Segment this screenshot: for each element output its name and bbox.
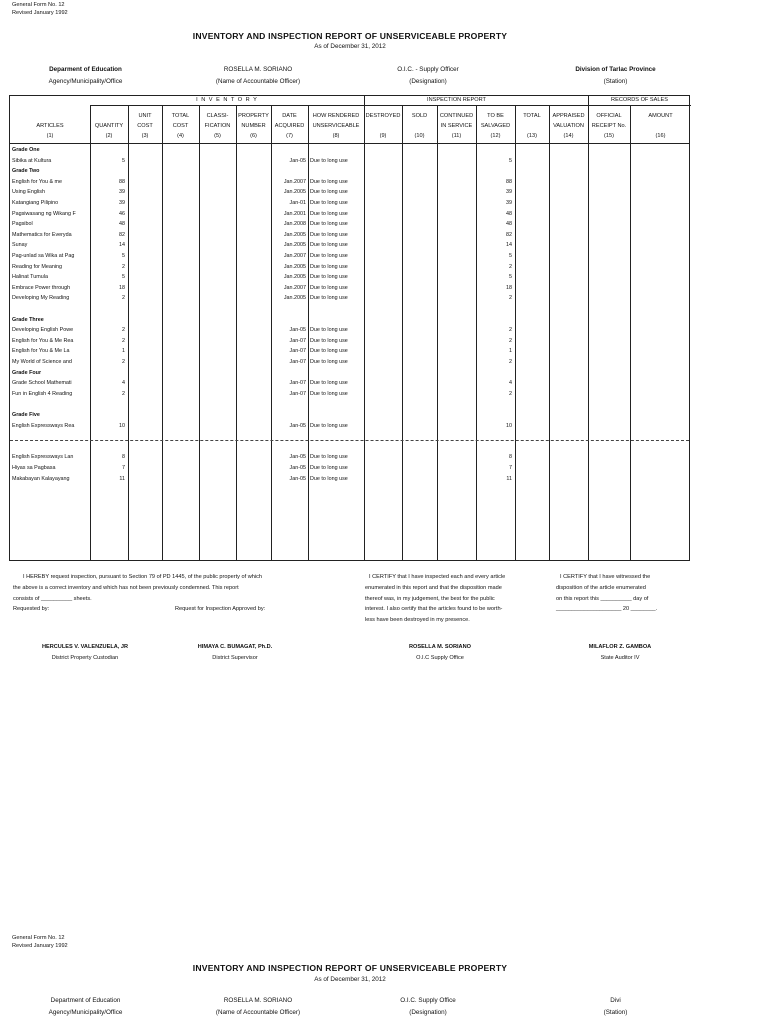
date-acquired-cell: Jan-05 <box>289 422 306 429</box>
table-row <box>10 378 689 389</box>
table-row <box>10 357 689 368</box>
approved-by-label: Request for Inspection Approved by: <box>175 606 266 613</box>
column-header-line1: TOTAL <box>523 113 541 119</box>
column-header-line1: TOTAL <box>171 113 190 119</box>
article-cell: Pag-unlad sa Wika at Pag <box>12 253 75 259</box>
page1-header-label: Agency/Municipality/Office <box>48 78 123 85</box>
inspection-group-header: INSPECTION REPORT <box>427 97 486 103</box>
date-acquired-cell: Jan.2005 <box>283 189 306 196</box>
quantity-cell: 2 <box>122 263 125 270</box>
date-acquired-cell: Jan-05 <box>289 465 306 471</box>
page1-header-value: Division of Tarlac Province <box>575 66 656 73</box>
witness-certification: I CERTIFY that I have witnessed the disposition of the article enumerated on this report this __________ day of _____________________ 20 ________. <box>556 574 658 613</box>
column-number: (3) <box>141 133 149 139</box>
column-header-line1: CLASSI- <box>206 113 229 119</box>
inventory-table <box>9 95 690 561</box>
inventory-group-header: I N V E N T O R Y <box>196 97 258 103</box>
date-acquired-cell: Jan-05 <box>289 454 306 461</box>
table-row <box>10 399 689 410</box>
date-acquired-cell: Jan.2007 <box>283 284 306 291</box>
quantity-cell: 8 <box>122 454 125 461</box>
table-row <box>10 283 689 294</box>
date-acquired-cell: Jan-05 <box>289 327 306 334</box>
article-cell: Makabayan Kalayayang <box>12 475 70 482</box>
date-acquired-cell: Jan-07 <box>289 337 306 344</box>
date-acquired-cell: Jan-07 <box>289 390 306 397</box>
page1-header-label: (Name of Accountable Officer) <box>215 78 301 85</box>
date-acquired-cell: Jan-07 <box>289 359 306 365</box>
page2-form-number: General Form No. 12 <box>12 935 65 941</box>
article-cell: Developing My Reading <box>12 295 70 302</box>
article-cell: Halinat Tumula <box>12 274 48 281</box>
column-header-line2: QUANTITY <box>94 123 124 129</box>
page1-header-value: ROSELLA M. SORIANO <box>223 66 293 73</box>
table-row <box>10 262 689 273</box>
column-header-line1: HOW RENDERED <box>312 113 360 119</box>
article-cell: Fun in English 4 Reading <box>12 390 73 397</box>
quantity-cell: 2 <box>122 390 125 397</box>
page2-header-value: Divi <box>610 997 621 1004</box>
date-acquired-cell: Jan.2005 <box>283 231 306 238</box>
page1-header-value: Deparment of Education <box>49 66 122 73</box>
how-rendered-cell: Due to long use <box>310 380 348 387</box>
table-row <box>10 389 689 400</box>
page1-header-label: (Station) <box>603 78 628 85</box>
request-certification: I HEREBY request inspection, pursuant to Section 79 of PD 1445, of the public property of which the above is a correct inventory and which has not been previously condemned. This report consists of __________ sheets. Requested by: Request for Inspection Approved by: <box>13 572 343 615</box>
table-row <box>10 293 689 304</box>
salvaged-cell: 1 <box>509 348 512 355</box>
table-row <box>10 251 689 262</box>
how-rendered-cell: Due to long use <box>310 210 348 217</box>
column-number: (1) <box>46 133 54 139</box>
table-row <box>10 209 689 220</box>
article-cell: Grade Three <box>12 316 44 323</box>
table-row <box>10 442 689 453</box>
how-rendered-cell: Due to long use <box>310 327 348 334</box>
article-cell: Grade Four <box>12 369 42 376</box>
quantity-cell: 14 <box>119 242 125 249</box>
table-row <box>10 156 689 167</box>
date-acquired-cell: Jan-05 <box>289 157 306 164</box>
column-number: (9) <box>379 133 387 139</box>
table-row <box>10 452 689 463</box>
column-header-line2: ACQUIRED <box>274 123 305 129</box>
page2-header-value: Department of Education <box>50 997 121 1004</box>
quantity-cell: 10 <box>119 422 125 429</box>
article-cell: Grade Five <box>12 412 40 418</box>
column-header-line2: COST <box>172 123 189 129</box>
salvaged-cell: 2 <box>509 390 512 397</box>
quantity-cell: 39 <box>119 200 125 206</box>
signatory-title: District Supervisor <box>212 655 258 661</box>
form-revised: Revised January 1992 <box>12 10 68 16</box>
how-rendered-cell: Due to long use <box>310 231 348 238</box>
quantity-cell: 7 <box>122 465 125 471</box>
column-number: (10) <box>414 133 425 139</box>
table-row <box>10 304 689 315</box>
page2-header-label: Agency/Municipality/Office <box>48 1009 123 1016</box>
salvaged-cell: 4 <box>509 380 512 387</box>
column-header-line2: COST <box>137 123 153 129</box>
table-row <box>10 346 689 357</box>
article-cell: Grade Two <box>12 168 40 175</box>
table-row <box>10 240 689 251</box>
article-cell: English for You & Me Rea <box>12 337 74 344</box>
column-header-line1: PROPERTY <box>238 113 269 119</box>
salvaged-cell: 82 <box>506 231 512 238</box>
salvaged-cell: 10 <box>506 422 512 429</box>
column-number: (7) <box>286 133 293 139</box>
quantity-cell: 5 <box>122 157 125 164</box>
how-rendered-cell: Due to long use <box>310 274 348 281</box>
report-title: INVENTORY AND INSPECTION REPORT OF UNSERVICEABLE PROPERTY <box>192 31 508 41</box>
how-rendered-cell: Due to long use <box>310 263 348 270</box>
article-cell: Pagsibol <box>12 221 33 228</box>
date-acquired-cell: Jan.2007 <box>283 178 306 185</box>
article-cell: English for You & Me La <box>12 348 70 355</box>
table-row <box>10 410 689 421</box>
column-number: (2) <box>105 133 113 139</box>
article-cell: Using English <box>12 189 45 196</box>
quantity-cell: 18 <box>119 284 125 291</box>
column-header-line1: UNIT <box>138 113 152 119</box>
table-row <box>10 177 689 188</box>
quantity-cell: 11 <box>119 475 125 482</box>
column-number: (14) <box>563 133 574 139</box>
article-cell: Mathematics for Everyda <box>12 231 72 238</box>
how-rendered-cell: Due to long use <box>310 189 348 196</box>
header-divider <box>10 143 689 144</box>
page2-report-date: As of December 31, 2012 <box>314 976 386 983</box>
page2-header-label: (Designation) <box>409 1009 447 1016</box>
how-rendered-cell: Due to long use <box>310 200 348 206</box>
date-acquired-cell: Jan-07 <box>289 348 306 355</box>
how-rendered-cell: Due to long use <box>310 454 348 461</box>
column-header-line2: SALVAGED <box>480 123 511 129</box>
how-rendered-cell: Due to long use <box>310 284 348 291</box>
table-row <box>10 219 689 230</box>
page2-report-title: INVENTORY AND INSPECTION REPORT OF UNSERVICEABLE PROPERTY <box>192 963 508 973</box>
article-cell: Katangiang Pilipino <box>12 200 59 206</box>
signatory-name: HIMAYA C. BUMAGAT, Ph.D. <box>197 644 273 650</box>
how-rendered-cell: Due to long use <box>310 295 348 302</box>
article-cell: Sunay <box>12 242 28 249</box>
section-break-line <box>10 440 689 441</box>
column-header-line1: OFFICIAL <box>596 113 622 119</box>
quantity-cell: 5 <box>122 253 125 259</box>
table-row <box>10 421 689 432</box>
quantity-cell: 39 <box>119 189 125 196</box>
form-number: General Form No. 12 <box>12 2 65 8</box>
salvaged-cell: 14 <box>506 242 512 249</box>
quantity-cell: 46 <box>119 210 125 217</box>
quantity-cell: 4 <box>122 380 125 387</box>
table-row <box>10 368 689 379</box>
how-rendered-cell: Due to long use <box>310 390 348 397</box>
column-header-line2: UNSERVICEABLE <box>312 123 360 129</box>
table-row <box>10 145 689 156</box>
article-cell: English for You & me <box>12 178 63 185</box>
salvaged-cell: 48 <box>506 221 512 228</box>
salvaged-cell: 18 <box>506 284 512 291</box>
column-number: (16) <box>655 133 666 139</box>
column-header-line1: DESTROYED <box>365 113 401 119</box>
how-rendered-cell: Due to long use <box>310 465 348 471</box>
column-number: (5) <box>214 133 221 139</box>
how-rendered-cell: Due to long use <box>310 348 348 355</box>
quantity-cell: 88 <box>119 178 125 185</box>
column-header-line1: DATE <box>282 113 297 119</box>
table-row <box>10 166 689 177</box>
date-acquired-cell: Jan.2001 <box>283 210 306 217</box>
signatory-name: HERCULES V. VALENZUELA, JR <box>41 644 129 650</box>
records-group-header: RECORDS OF SALES <box>611 97 668 103</box>
date-acquired-cell: Jan.2005 <box>283 274 306 281</box>
table-row <box>10 187 689 198</box>
date-acquired-cell: Jan-07 <box>289 380 306 387</box>
how-rendered-cell: Due to long use <box>310 242 348 249</box>
salvaged-cell: 5 <box>509 253 512 259</box>
quantity-cell: 5 <box>122 274 125 281</box>
column-header-line2: ARTICLES <box>36 123 64 129</box>
column-header-line1: TO BE <box>487 113 504 119</box>
salvaged-cell: 8 <box>509 454 512 461</box>
signatory-name: ROSELLA M. SORIANO <box>409 644 471 650</box>
page2-header-label: (Station) <box>603 1009 628 1016</box>
group-header-divider <box>90 105 691 106</box>
how-rendered-cell: Due to long use <box>310 178 348 185</box>
article-cell: My World of Science and <box>12 359 72 365</box>
salvaged-cell: 5 <box>509 274 512 281</box>
column-number: (12) <box>490 133 501 139</box>
inspection-certification: I CERTIFY that I have inspected each and every article enumerated in this report and that the disposition made thereof was, in my judgement, the best for the public interest. I also certify that the articles found to be worth- less have been destroyed in my presence. <box>365 574 506 624</box>
column-header-line2: RECEIPT No. <box>591 123 627 129</box>
article-cell: Hiyas sa Pagbasa <box>12 465 56 471</box>
article-cell: Pagsiwasang ng Wikang F <box>12 210 76 217</box>
column-header-line2: NUMBER <box>241 123 266 129</box>
table-row <box>10 272 689 283</box>
date-acquired-cell: Jan-05 <box>289 475 306 482</box>
salvaged-cell: 2 <box>509 359 512 365</box>
article-cell: Grade School Mathemati <box>12 380 72 387</box>
table-row <box>10 336 689 347</box>
quantity-cell: 48 <box>119 221 125 228</box>
signatory-name: MILAFLOR Z. GAMBOA <box>588 644 652 650</box>
salvaged-cell: 2 <box>509 337 512 344</box>
page2-header-value: O.I.C. Supply Office <box>400 997 456 1004</box>
table-row <box>10 230 689 241</box>
table-row <box>10 463 689 474</box>
date-acquired-cell: Jan.2005 <box>283 263 306 270</box>
column-header-line1: AMOUNT <box>648 113 673 119</box>
quantity-cell: 2 <box>122 359 125 365</box>
column-header-line2: FICATION <box>204 123 231 129</box>
requested-by-label: Requested by: <box>13 606 50 613</box>
article-cell: Reading for Meaning <box>12 263 63 270</box>
salvaged-cell: 7 <box>509 465 512 471</box>
column-number: (8) <box>332 133 340 139</box>
how-rendered-cell: Due to long use <box>310 157 348 164</box>
date-acquired-cell: Jan-01 <box>289 200 306 206</box>
table-row <box>10 474 689 485</box>
signatory-title: District Property Custodian <box>51 655 119 661</box>
article-cell: English Expressways Lan <box>12 454 74 461</box>
salvaged-cell: 11 <box>506 475 512 482</box>
quantity-cell: 2 <box>122 295 125 302</box>
quantity-cell: 2 <box>122 327 125 334</box>
page2-form-revised: Revised January 1992 <box>12 943 68 949</box>
column-number: (15) <box>604 133 614 139</box>
salvaged-cell: 2 <box>509 263 512 270</box>
table-row <box>10 198 689 209</box>
how-rendered-cell: Due to long use <box>310 253 348 259</box>
page1-header-value: O.I.C. - Supply Officer <box>397 66 459 73</box>
quantity-cell: 82 <box>119 231 125 238</box>
salvaged-cell: 48 <box>506 210 512 217</box>
salvaged-cell: 39 <box>506 200 512 206</box>
date-acquired-cell: Jan.2007 <box>283 253 306 259</box>
salvaged-cell: 2 <box>509 327 512 334</box>
date-acquired-cell: Jan.2008 <box>283 221 306 228</box>
signatory-title: O.I.C Supply Office <box>416 655 464 661</box>
salvaged-cell: 5 <box>509 157 512 164</box>
column-number: (4) <box>177 133 184 139</box>
article-cell: Embrace Power through <box>12 284 71 291</box>
column-number: (13) <box>527 133 537 139</box>
date-acquired-cell: Jan.2005 <box>283 295 306 302</box>
article-cell: English Expressways Rea <box>12 422 75 429</box>
column-header-line1: APPRAISED <box>552 113 585 119</box>
page1-header-label: (Designation) <box>409 78 447 85</box>
page2-header-label: (Name of Accountable Officer) <box>215 1009 301 1016</box>
how-rendered-cell: Due to long use <box>310 422 348 429</box>
article-cell: Sibika at Kultura <box>12 157 52 164</box>
salvaged-cell: 2 <box>509 295 512 302</box>
how-rendered-cell: Due to long use <box>310 475 348 482</box>
salvaged-cell: 39 <box>506 189 512 196</box>
column-number: (11) <box>451 133 462 139</box>
signatory-title: State Auditor IV <box>600 655 640 661</box>
page2-header-value: ROSELLA M. SORIANO <box>223 997 293 1004</box>
quantity-cell: 2 <box>122 337 125 344</box>
column-header-line2: VALUATION <box>553 123 584 129</box>
how-rendered-cell: Due to long use <box>310 359 348 365</box>
salvaged-cell: 88 <box>506 178 512 185</box>
article-cell: Developing English Powe <box>12 327 74 334</box>
report-date: As of December 31, 2012 <box>314 43 386 50</box>
article-cell: Grade One <box>12 147 40 153</box>
column-header-line2: IN SERVICE <box>440 123 473 129</box>
quantity-cell: 1 <box>122 348 125 355</box>
column-header-line1: SOLD <box>411 113 428 119</box>
column-number: (6) <box>250 133 257 139</box>
how-rendered-cell: Due to long use <box>310 221 348 228</box>
date-acquired-cell: Jan.2005 <box>283 242 306 249</box>
table-row <box>10 315 689 326</box>
column-header-line1: CONTINUED <box>439 113 474 119</box>
table-row <box>10 325 689 336</box>
how-rendered-cell: Due to long use <box>310 337 348 344</box>
